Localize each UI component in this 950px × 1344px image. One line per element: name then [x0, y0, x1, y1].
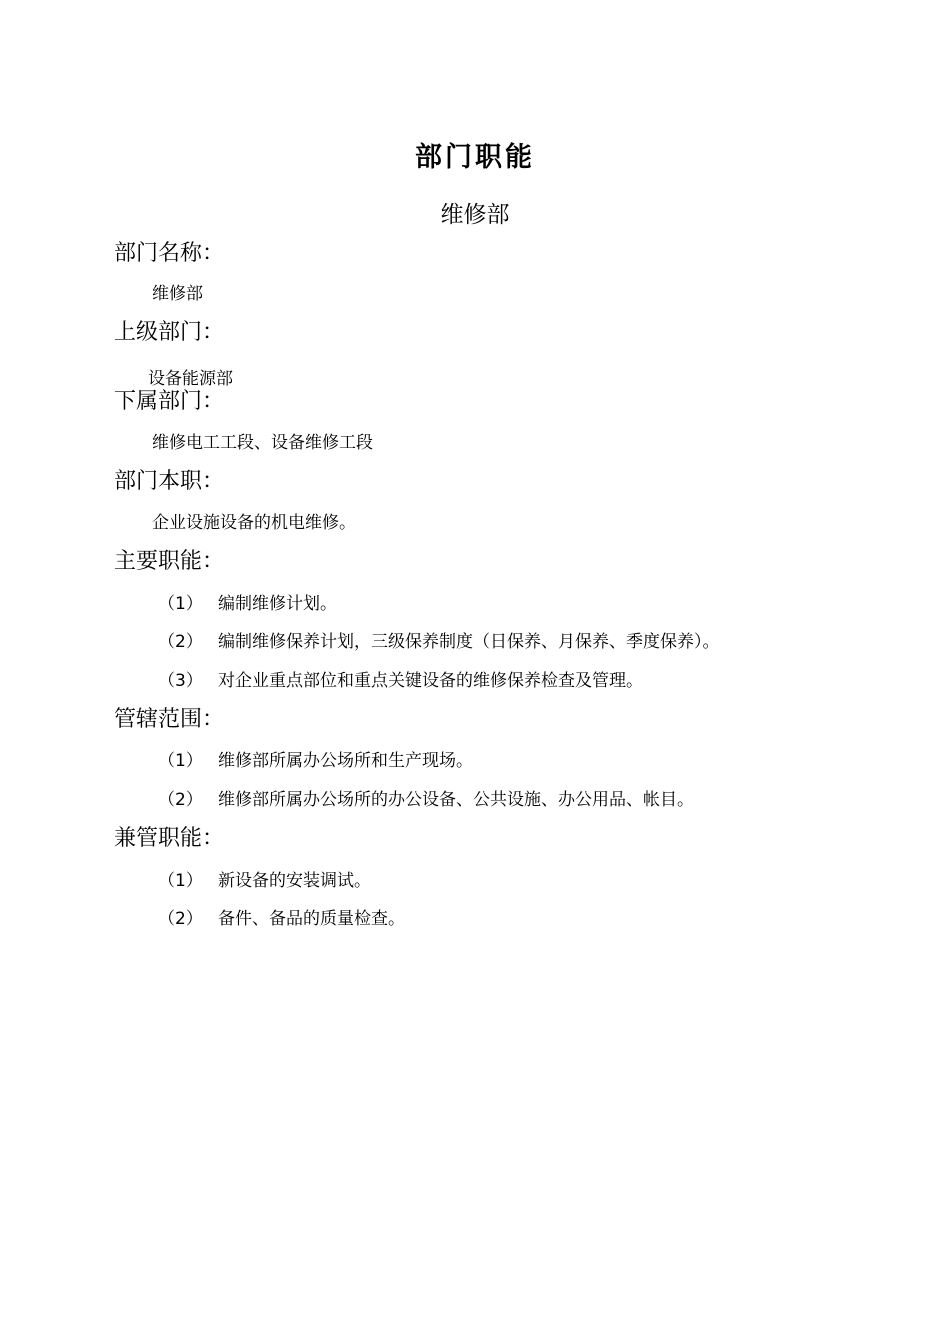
section-heading-concurrent: 兼管职能： — [114, 826, 225, 851]
section-heading-superior: 上级部门： — [114, 320, 225, 345]
list-item-text: 编制维修保养计划，三级保养制度（日保养、月保养、季度保养）。 — [218, 632, 720, 652]
section-heading-jurisdiction: 管辖范围： — [114, 707, 225, 732]
section-heading-duty: 部门本职： — [114, 469, 225, 494]
list-item-number: （2） — [158, 909, 203, 929]
section-content-name: 维修部 — [152, 284, 203, 304]
department-subtitle: 维修部 — [440, 202, 510, 228]
section-heading-subordinate: 下属部门： — [114, 389, 225, 414]
list-item-number: （2） — [158, 632, 203, 652]
list-item-text: 对企业重点部位和重点关键设备的维修保养检查及管理。 — [218, 671, 643, 691]
document-title: 部门职能 — [415, 142, 535, 173]
list-item-number: （1） — [158, 594, 203, 614]
list-item-text: 编制维修计划。 — [218, 594, 337, 614]
section-content-superior: 设备能源部 — [148, 369, 233, 389]
list-item-number: （1） — [158, 871, 203, 891]
section-content-duty: 企业设施设备的机电维修。 — [152, 513, 356, 533]
list-item-text: 维修部所属办公场所和生产现场。 — [218, 751, 473, 771]
list-item-text: 备件、备品的质量检查。 — [218, 909, 405, 929]
list-item-number: （1） — [158, 751, 203, 771]
section-heading-main-functions: 主要职能： — [114, 549, 225, 574]
list-item-text: 维修部所属办公场所的办公设备、公共设施、办公用品、帐目。 — [218, 790, 694, 810]
list-item-text: 新设备的安装调试。 — [218, 871, 371, 891]
section-content-subordinate: 维修电工工段、设备维修工段 — [152, 433, 373, 453]
section-heading-name: 部门名称： — [114, 241, 225, 266]
list-item-number: （3） — [158, 671, 203, 691]
list-item-number: （2） — [158, 790, 203, 810]
